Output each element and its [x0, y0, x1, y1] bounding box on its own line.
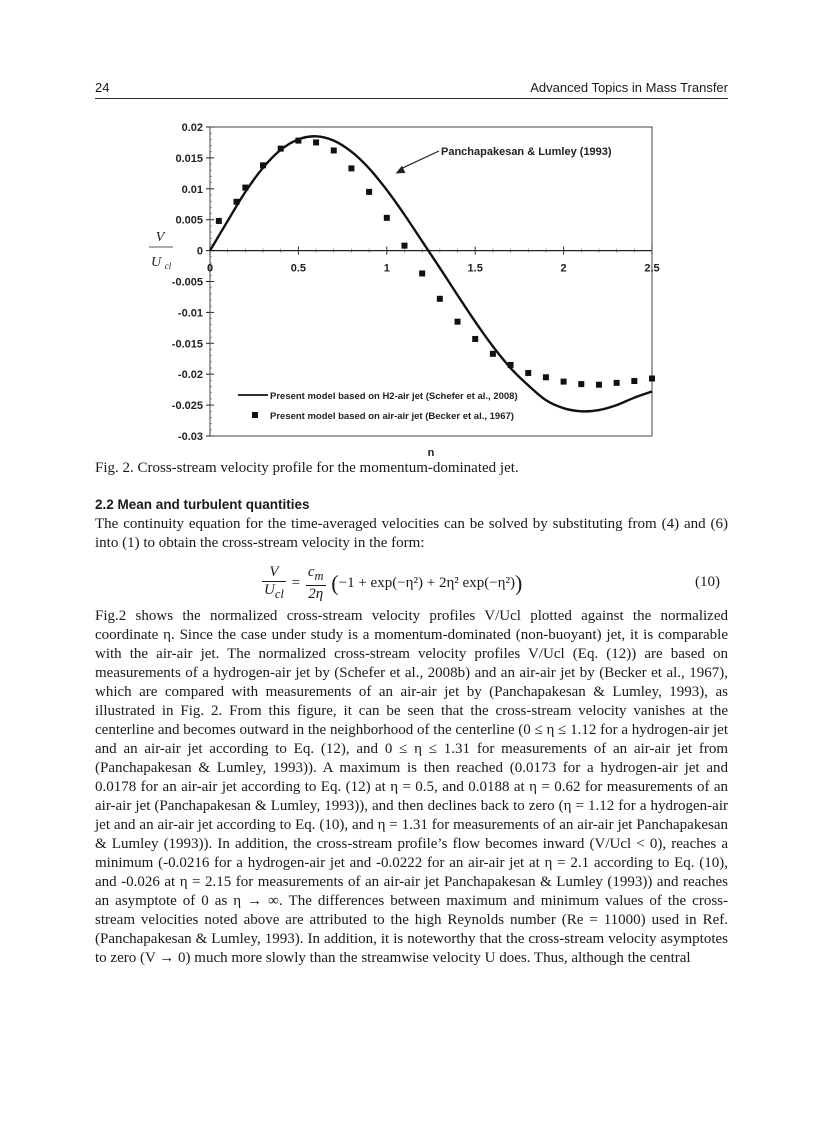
header-rule [95, 98, 728, 99]
section-number: 2.2 [95, 497, 114, 512]
y-tick-label: 0.01 [181, 183, 203, 196]
y-tick-label: -0.015 [171, 338, 203, 351]
annotation-label: Panchapakesan & Lumley (1993) [441, 146, 612, 158]
series-air-air-marker [437, 296, 443, 302]
y-tick-label: -0.025 [171, 400, 203, 413]
page-header [95, 80, 728, 98]
y-tick-label: 0.005 [175, 214, 203, 227]
series-air-air-marker [313, 139, 319, 145]
y-tick-label: 0.015 [175, 152, 203, 165]
x-tick-label: 0 [206, 262, 214, 275]
y-tick-label: 0.02 [181, 122, 203, 134]
x-tick-label: 2 [560, 262, 567, 275]
equation-rhs-numerator: c [307, 564, 315, 580]
body-text [95, 607, 728, 968]
series-air-air-marker [295, 138, 301, 144]
series-air-air-marker [455, 319, 461, 325]
series-air-air-marker [419, 270, 425, 276]
series-air-air-marker [216, 218, 222, 224]
equation-rhs-subscript: m [314, 569, 324, 583]
section-heading [95, 497, 310, 512]
equation-rhs-bracket: −1 + exp(−η²) + 2η² exp(−η²) [338, 574, 515, 591]
y-axis-label-denominator: U [150, 255, 162, 270]
equation-lhs-subscript: cl [274, 587, 284, 601]
series-air-air-marker [525, 370, 531, 376]
series-air-air-marker [260, 162, 266, 168]
series-air-air-marker [331, 147, 337, 153]
series-air-air-marker [596, 382, 602, 388]
series-air-air-marker [348, 165, 354, 171]
series-air-air-marker [490, 351, 496, 357]
series-air-air-marker [649, 376, 655, 382]
equation-rhs-fraction [306, 564, 326, 603]
series-air-air-marker [384, 215, 390, 221]
series-air-air-marker [401, 243, 407, 249]
series-air-air-marker [278, 146, 284, 152]
equals-sign: = [291, 574, 301, 591]
y-tick-label: 0 [196, 245, 203, 258]
legend-entry-h2-air: Present model based on H2-air jet (Schefer et al., 2008) [270, 391, 518, 402]
equation-lhs-denominator: U [264, 582, 275, 598]
equation-rhs-denominator: 2η [308, 586, 324, 602]
series-air-air-marker [578, 381, 584, 387]
legend-entry-air-air: Present model based on air-air jet (Becker et al., 1967) [270, 411, 514, 422]
series-air-air-marker [234, 199, 240, 205]
equation-lhs [262, 564, 286, 603]
series-air-air-marker [366, 189, 372, 195]
plot-frame [210, 127, 652, 436]
y-tick-label: -0.03 [177, 431, 203, 443]
x-tick-label: 2.5 [644, 262, 660, 275]
chart-series-group [210, 136, 655, 411]
series-air-air-marker [242, 185, 248, 191]
x-tick-label: 1.5 [467, 262, 483, 275]
annotation-arrow-line [400, 151, 439, 169]
chart-text-group [151, 122, 660, 459]
y-axis-label-numerator: V [155, 230, 165, 245]
x-tick-label: 1 [383, 262, 390, 275]
y-tick-label: -0.005 [171, 276, 203, 289]
x-tick-label: 0.5 [290, 262, 307, 275]
series-air-air-marker [561, 379, 567, 385]
page-number: 24 [95, 80, 110, 95]
legend-marker-swatch [252, 412, 258, 418]
x-axis-label: n [427, 447, 435, 459]
equation-number: (10) [695, 574, 720, 590]
y-axis-label-subscript: cl [164, 261, 172, 271]
section-title: Mean and turbulent quantities [117, 497, 310, 512]
series-air-air-marker [543, 374, 549, 380]
equation-10: $\frac{V}{U_{cl}}$ = $\frac{c_m}{2\eta}$ (−1 + exp(−η²) + 2η² exp(−η²)) (10) [264, 564, 720, 602]
running-title: Advanced Topics in Mass Transfer [530, 80, 728, 95]
y-tick-label: -0.01 [177, 307, 203, 320]
series-h2-air-line [210, 136, 652, 411]
equation-lhs-numerator: V [262, 564, 286, 582]
series-air-air-marker [614, 380, 620, 386]
figure-caption: Fig. 2. Cross-stream velocity profile for the momentum-dominated jet. [95, 460, 519, 476]
chart-axes [149, 127, 652, 436]
series-air-air-marker [472, 336, 478, 342]
y-tick-label: -0.02 [177, 369, 203, 382]
velocity-profile-chart [95, 110, 675, 465]
series-air-air-marker [508, 362, 514, 368]
intro-paragraph: The continuity equation for the time-averaged velocities can be solved by substituting from (4) and (6) into (1) to obtain the cross-stream velocity in the form: [95, 516, 728, 551]
body-paragraph: Fig.2 shows the normalized cross-stream velocity profiles V/Ucl plotted against the normalized coordinate η. Since the case under study is a momentum-dominated (non-buoyant) jet, it is comparable with the air-air jet. The normalized cross-stream velocity profiles V/Ucl (Eq. (12)) are based on measurements of a hydrogen-air jet by (Schefer et al., 2008b) and an air-air jet by (Becker et al., 1967), which are compared with measurements of an air-air jet by (Panchapakesan & Lumley, 1993), as illustrated in Fig. 2. From this figure, it can be seen that the cross-stream velocity vanishes at the centerline and becomes outward in the neighborhood of the centerline (0 ≤ η ≤ 1.12 for a hydrogen-air jet and an air-air jet according to Eq. (12), and 0 ≤ η ≤ 1.31 for measurements of an air-air jet from (Panchapakesan & Lumley, 1993)). A maximum is then reached (0.0173 for a hydrogen-air jet and 0.0178 for an air-air jet according to Eq. (12) at η = 0.5, and 0.0188 at η = 0.62 for measurements of an air-air jet (Panchapakesan & Lumley, 1993)), and then declines back to zero (η = 1.12 for a hydrogen-air jet and an air-air jet according to Eq. (10), and η = 1.31 for measurements of an air-air jet Panchapakesan & Lumley (1993)). In addition, the cross-stream profile’s flow becomes inward (V/Ucl < 0), reaches a minimum (-0.0216 for a hydrogen-air jet and -0.0222 for an air-air jet at η = 2.1 according to Eq. (10), and -0.026 at η = 2.15 for measurements of an air-air jet Panchapakesan & Lumley (1993)) and reaches an asymptote of 0 as η → ∞. The differences between maximum and minimum values of the cross-stream velocities noted above are attributed to the high Reynolds number (Re = 11000) used in Ref. (Panchapakesan & Lumley, 1993). In addition, it is noteworthy that the cross-stream velocity asymptotes to zero (V → 0) much more slowly than the streamwise velocity U does. Thus, although the central [95, 608, 728, 966]
series-air-air-marker [631, 378, 637, 384]
